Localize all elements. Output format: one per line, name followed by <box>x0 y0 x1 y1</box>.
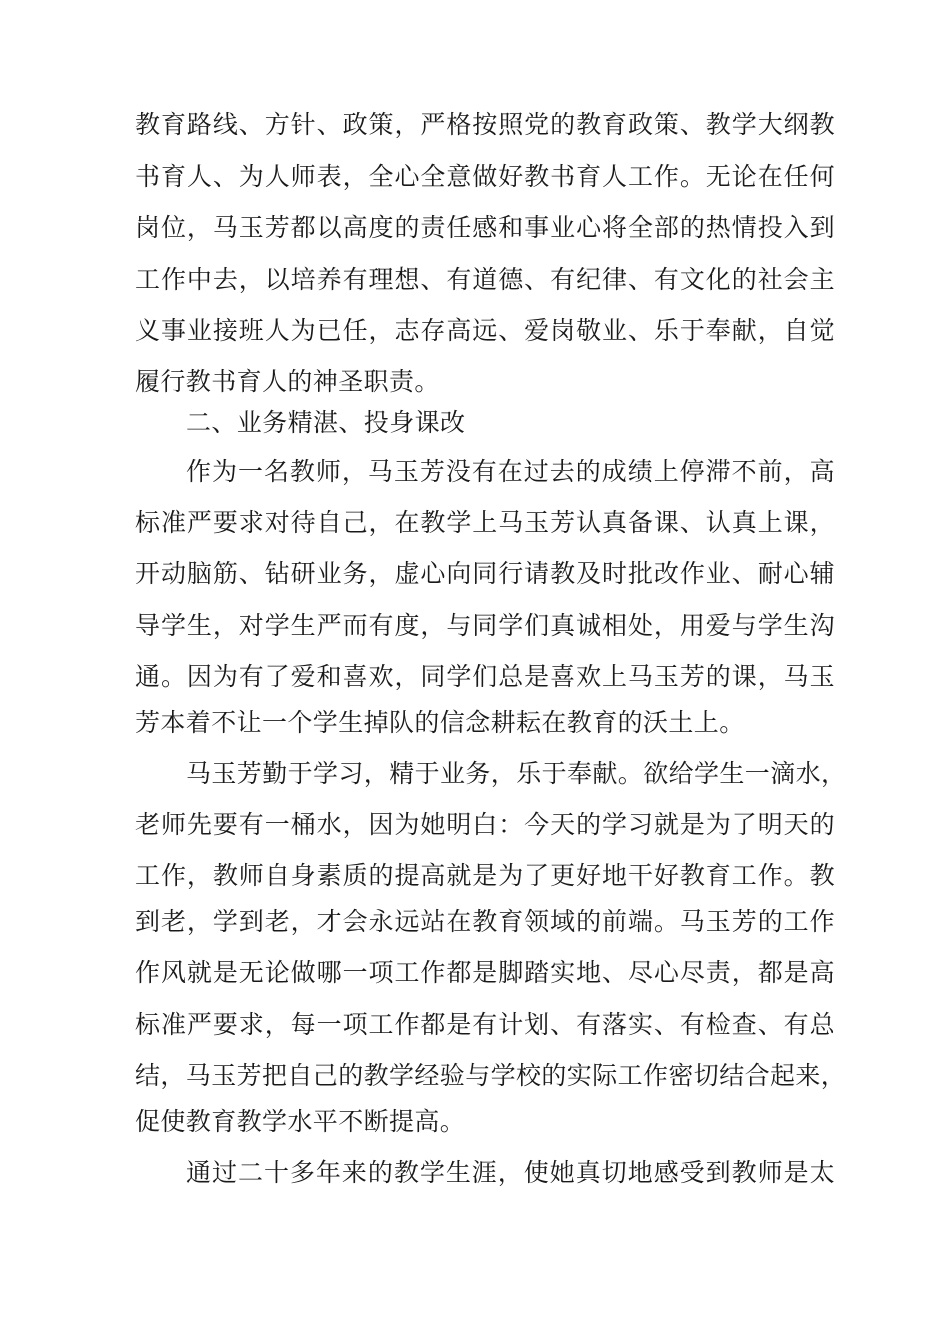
text-line: 通过二十多年来的教学生涯，使她真切地感受到教师是太 <box>186 1158 835 1187</box>
text-line: 到老，学到老，才会永远站在教育领域的前端。马玉芳的工作 <box>135 907 835 936</box>
text-line: 履行教书育人的神圣职责。 <box>135 367 440 396</box>
text-line: 工作，教师自身素质的提高就是为了更好地干好教育工作。教 <box>135 861 835 890</box>
text-line: 义事业接班人为已任，志存高远、爱岗敬业、乐于奉献，自觉 <box>135 316 835 345</box>
text-line: 标准严要求，每一项工作都是有计划、有落实、有检查、有总 <box>135 1010 835 1039</box>
text-line: 开动脑筋、钻研业务，虚心向同行请教及时批改作业、耐心辅 <box>135 559 835 588</box>
text-line: 老师先要有一桶水，因为她明白：今天的学习就是为了明天的 <box>135 810 835 839</box>
text-line: 工作中去，以培养有理想、有道德、有纪律、有文化的社会主 <box>135 265 835 294</box>
text-line: 教育路线、方针、政策，严格按照党的教育政策、教学大纲教 <box>135 110 835 139</box>
text-line: 标准严要求对待自己，在教学上马玉芳认真备课、认真上课， <box>135 508 835 537</box>
text-line: 导学生，对学生严而有度，与同学们真诚相处，用爱与学生沟 <box>135 611 835 640</box>
text-line: 作为一名教师，马玉芳没有在过去的成绩上停滞不前，高 <box>186 457 835 486</box>
text-line: 作风就是无论做哪一项工作都是脚踏实地、尽心尽责，都是高 <box>135 958 835 987</box>
text-line: 芳本着不让一个学生掉队的信念耕耘在教育的沃土上。 <box>135 708 745 737</box>
text-line: 结，马玉芳把自己的教学经验与学校的实际工作密切结合起来， <box>135 1061 847 1090</box>
text-line: 通。因为有了爱和喜欢，同学们总是喜欢上马玉芳的课，马玉 <box>135 662 835 691</box>
text-line: 马玉芳勤于学习，精于业务，乐于奉献。欲给学生一滴水， <box>186 759 847 788</box>
section-heading: 二、业务精湛、投身课改 <box>186 408 466 437</box>
text-line: 促使教育教学水平不断提高。 <box>135 1107 466 1136</box>
text-line: 岗位，马玉芳都以高度的责任感和事业心将全部的热情投入到 <box>135 213 835 242</box>
text-line: 书育人、为人师表，全心全意做好教书育人工作。无论在任何 <box>135 162 835 191</box>
